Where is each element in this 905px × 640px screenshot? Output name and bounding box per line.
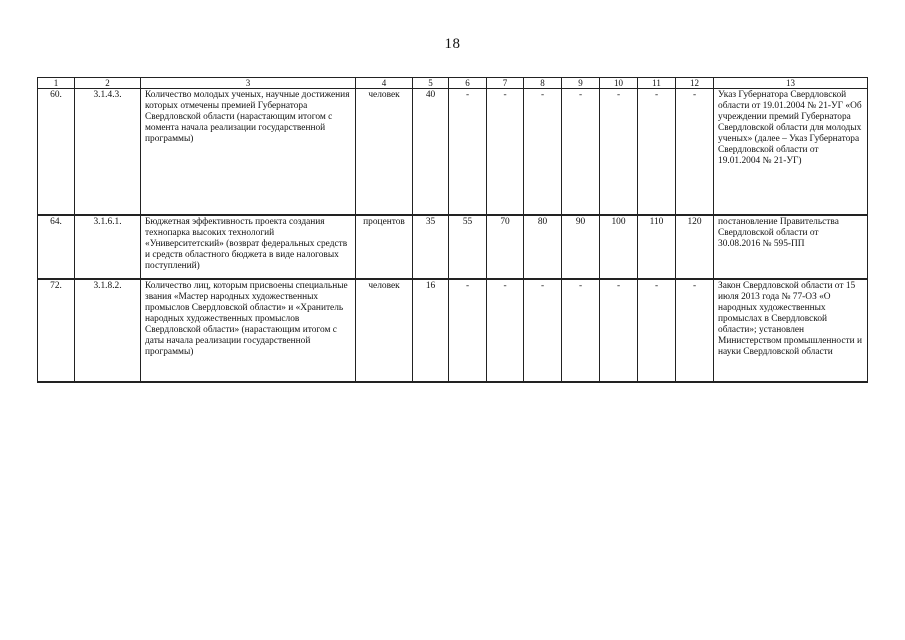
column-number-header: 3	[141, 78, 356, 89]
column-number-header: 12	[676, 78, 714, 89]
source-document: Указ Губернатора Свердловской области от 19.01.2004 № 21-УГ «Об учреждении премий Губернатора Свердловской области для молодых ученых» (далее – Указ Губернатора Свердловской области от 19.01.2004 № 21-УГ)	[714, 89, 868, 216]
year-value: 40	[413, 89, 449, 216]
year-value: -	[449, 279, 487, 382]
year-value: 70	[487, 215, 524, 279]
column-number-header: 7	[487, 78, 524, 89]
table-body	[38, 78, 868, 383]
indicator-name: Бюджетная эффективность проекта создания технопарка высоких технологий «Университетский» (возврат федеральных средств и средств областного бюджета в виде налоговых поступлений)	[141, 215, 356, 279]
indicator-name: Количество молодых ученых, научные достижения которых отмечены премией Губернатора Свердловской области (нарастающим итогом с момента начала реализации государственной программы)	[141, 89, 356, 216]
unit-of-measure: человек	[356, 89, 413, 216]
year-value: -	[487, 279, 524, 382]
column-number-header: 1	[38, 78, 75, 89]
column-number-header: 11	[638, 78, 676, 89]
column-number-header: 6	[449, 78, 487, 89]
year-value: -	[524, 279, 562, 382]
page-number: 18	[444, 36, 461, 52]
row-code: 3.1.6.1.	[75, 215, 141, 279]
row-number: 72.	[38, 279, 75, 382]
year-value: 80	[524, 215, 562, 279]
year-value: 16	[413, 279, 449, 382]
table-row	[38, 89, 868, 216]
year-value: -	[676, 279, 714, 382]
column-number-header: 2	[75, 78, 141, 89]
year-value: -	[449, 89, 487, 216]
indicators-table	[37, 77, 868, 383]
year-value: -	[638, 279, 676, 382]
table-row	[38, 215, 868, 279]
year-value: -	[676, 89, 714, 216]
year-value: -	[524, 89, 562, 216]
indicator-name: Количество лиц, которым присвоены специальные звания «Мастер народных художественных промыслов Свердловской области» и «Хранитель народных художественных промыслов Свердловской области» (нарастающим итогом с даты начала реализации государственной программы)	[141, 279, 356, 382]
row-number: 64.	[38, 215, 75, 279]
column-number-header: 13	[714, 78, 868, 89]
year-value: -	[638, 89, 676, 216]
year-value: 120	[676, 215, 714, 279]
source-document: Закон Свердловской области от 15 июля 2013 года № 77-ОЗ «О народных художественных промыслах в Свердловской области»; установлен Министерством промышленности и науки Свердловской области	[714, 279, 868, 382]
year-value: 55	[449, 215, 487, 279]
year-value: 110	[638, 215, 676, 279]
unit-of-measure: человек	[356, 279, 413, 382]
unit-of-measure: процентов	[356, 215, 413, 279]
year-value: -	[600, 279, 638, 382]
column-numbers-row	[38, 78, 868, 89]
column-number-header: 8	[524, 78, 562, 89]
year-value: 100	[600, 215, 638, 279]
row-code: 3.1.8.2.	[75, 279, 141, 382]
year-value: 90	[562, 215, 600, 279]
row-number: 60.	[38, 89, 75, 216]
year-value: -	[487, 89, 524, 216]
year-value: -	[562, 89, 600, 216]
column-number-header: 9	[562, 78, 600, 89]
source-document: постановление Правительства Свердловской области от 30.08.2016 № 595-ПП	[714, 215, 868, 279]
row-code: 3.1.4.3.	[75, 89, 141, 216]
column-number-header: 10	[600, 78, 638, 89]
column-number-header: 5	[413, 78, 449, 89]
table-row	[38, 279, 868, 382]
column-number-header: 4	[356, 78, 413, 89]
year-value: -	[600, 89, 638, 216]
year-value: 35	[413, 215, 449, 279]
year-value: -	[562, 279, 600, 382]
